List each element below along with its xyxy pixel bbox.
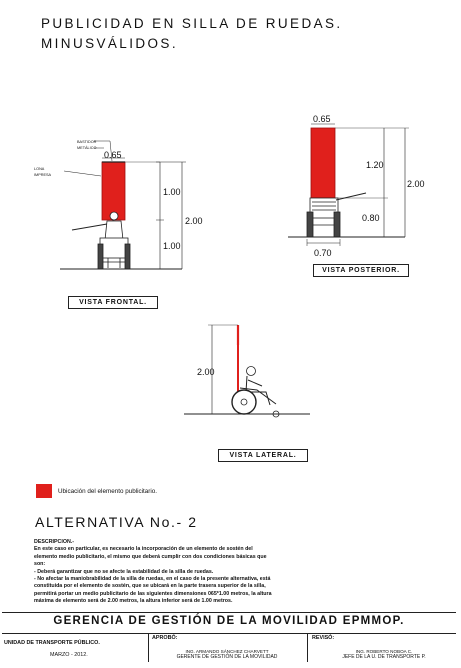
reviso-role: JEFE DE LA U. DE TRANSPORTE P. (342, 654, 426, 660)
aprobo-cell (152, 634, 302, 662)
frontal-dim-total: 2.00 (185, 216, 203, 226)
frontal-bastidor-label-1: BASTIDOR (77, 140, 97, 144)
frontal-bastidor-label-2: METÁLICO (77, 146, 97, 150)
frontal-dim-lower: 1.00 (163, 241, 181, 251)
title-block-row (2, 633, 456, 662)
description-block (34, 539, 394, 606)
description-line: máxima de elemento será de 2.00 metros, la altura inferior será de 1.00 metros. (34, 598, 233, 605)
alternativa-heading: ALTERNATIVA No.- 2 (35, 514, 198, 530)
frontal-view-label: VISTA FRONTAL. (68, 296, 158, 309)
title-block (2, 612, 456, 661)
description-heading: DESCRIPCIÓN.- (34, 539, 75, 545)
description-line: - Deberá garantizar que no se afecte la estabilidad de la silla de ruedas. (34, 568, 214, 575)
reviso-name: ING. ROBERTO NOBOA C. (355, 649, 413, 654)
fecha-text: MARZO - 2012. (50, 652, 88, 658)
frontal-lona-label-2: IMPRESA (34, 173, 52, 177)
unidad-text: UNIDAD DE TRANSPORTE PÚBLICO. (4, 640, 100, 646)
description-line: son: (34, 561, 46, 568)
posterior-dim-upper: 1.20 (366, 160, 384, 170)
title-line-1: PUBLICIDAD EN SILLA DE RUEDAS. (41, 16, 343, 31)
legend-text: Ubicación del elemento publicitario. (58, 488, 158, 495)
aprobo-role: GERENTE DE GESTIÓN DE LA MOVILIDAD (176, 654, 278, 660)
posterior-view (288, 124, 409, 246)
reviso-label: REVISÓ: (312, 635, 335, 641)
legend-color-swatch (36, 484, 52, 498)
title-line-2: MINUSVÁLIDOS. (41, 36, 178, 51)
frontal-lona-label-1: LONA (34, 167, 45, 171)
frontal-ad-panel (102, 162, 125, 220)
lateral-dim-total: 2.00 (197, 367, 215, 377)
aprobo-label: APROBÓ: (152, 635, 178, 641)
description-line: - No afectar la maniobrabilidad de la silla de ruedas, en el caso de la presente alternativa, está (34, 576, 271, 583)
description-line: elemento medio publicitario, el mismo que deberá cumplir con dos condiciones básicas que (34, 553, 267, 560)
gerencia-title: GERENCIA DE GESTIÓN DE LA MOVILIDAD EPMMOP. (53, 615, 405, 627)
posterior-base-dim: 0.70 (314, 248, 332, 258)
posterior-dim-total: 2.00 (407, 179, 425, 189)
description-line: En este caso en particular, es necesario la incorporación de un elemento de sostén del (34, 546, 253, 553)
posterior-width-dim: 0.65 (313, 114, 331, 124)
lateral-view-label: VISTA LATERAL. (218, 449, 308, 462)
frontal-width-dim: 0.65 (104, 150, 122, 160)
aprobo-name: ING. ARMANDO SÁNCHEZ CHARVETT (185, 649, 269, 654)
description-line: constituida por el elemento de sostén, que se ubicará en la parte trasera superior de la silla, (34, 583, 266, 590)
posterior-view-label: VISTA POSTERIOR. (313, 264, 409, 277)
posterior-ad-panel (311, 128, 335, 198)
description-line: permitirá portar un medio publicitario de las siguientes dimensiones 065*1.00 metros, la altura (34, 590, 272, 597)
posterior-dim-lower: 0.80 (362, 213, 380, 223)
reviso-cell (312, 634, 456, 662)
frontal-dim-upper: 1.00 (163, 187, 181, 197)
